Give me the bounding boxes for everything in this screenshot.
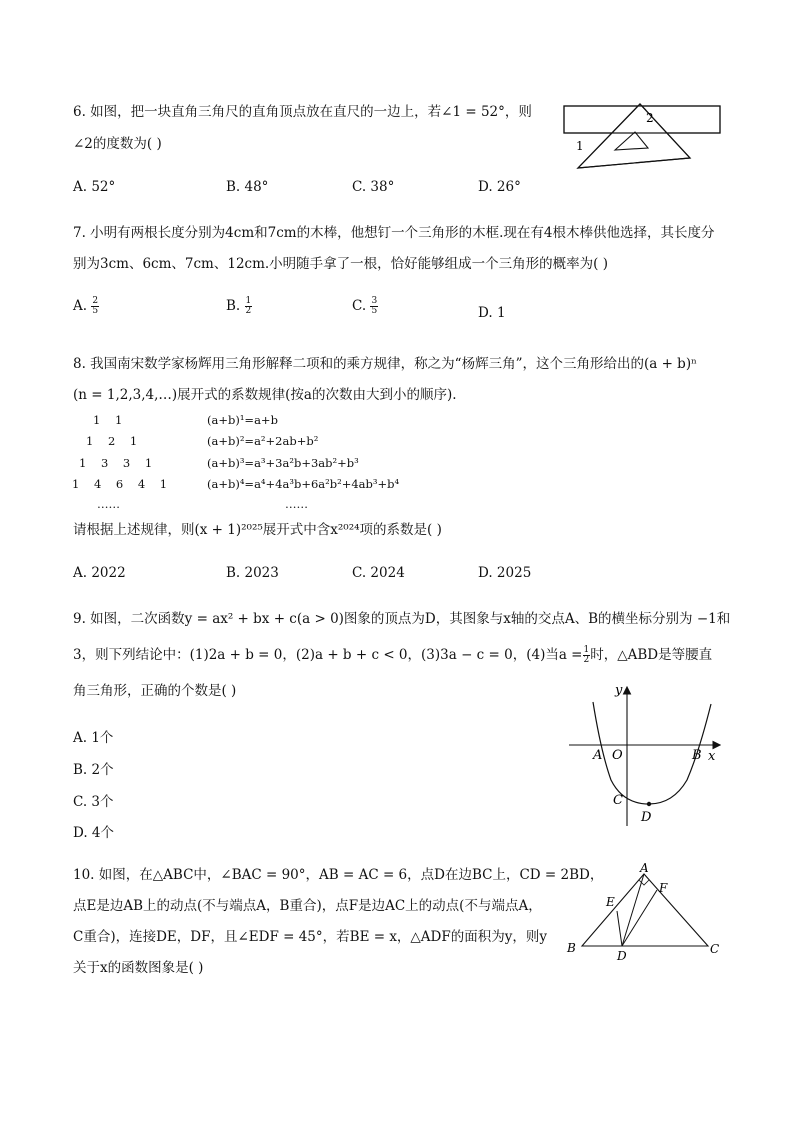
label-D: D xyxy=(641,810,652,825)
segment-ad xyxy=(622,874,644,946)
label-B: B xyxy=(567,941,576,955)
q10-line1: 10. 如图，在△ABC中，∠BAC = 90°，AB = AC = 6，点D在边BC上，CD = 2BD， xyxy=(73,867,604,883)
label-F: F xyxy=(659,881,668,895)
q7-line2: 别为3cm、6cm、7cm、12cm.小明随手拿了一根，恰好能够组成一个三角形的概率为( ) xyxy=(73,256,609,272)
q10-line4: 关于x的函数图象是( ) xyxy=(73,960,204,976)
q6-option-d[interactable]: D. 26° xyxy=(478,179,521,195)
fraction: $\frac{2}{5}$ xyxy=(92,296,99,316)
q8-option-d[interactable]: D. 2025 xyxy=(478,565,532,581)
label-B: B xyxy=(692,748,702,763)
q9-option-c[interactable]: C. 3个 xyxy=(73,794,114,810)
expansion-5: …… xyxy=(285,497,308,511)
expansion-1: (a+b)¹=a+b xyxy=(207,413,278,427)
label-D: D xyxy=(617,949,627,963)
q8-line1: 8. 我国南宋数学家杨辉用三角形解释二项和的乘方规律，称之为“杨辉三角”，这个三角形给出的(a + b)ⁿ xyxy=(73,356,697,372)
q7-line1: 7. 小明有两根长度分别为4cm和7cm的木棒，他想钉一个三角形的木框.现在有4根木棒供他选择，其长度分 xyxy=(73,225,715,241)
q7-option-d[interactable]: D. 1 xyxy=(478,305,506,321)
q8-option-b[interactable]: B. 2023 xyxy=(226,565,279,581)
expansion-3: (a+b)³=a³+3a²b+3ab²+b³ xyxy=(207,456,359,470)
q9-parabola-figure xyxy=(563,680,728,830)
q8-line2: (n = 1,2,3,4,…)展开式的系数规律(按a的次数由大到小的顺序). xyxy=(73,387,457,403)
fraction: $\frac{3}{5}$ xyxy=(371,296,378,316)
expansion-2: (a+b)²=a²+2ab+b² xyxy=(207,434,319,448)
segment-de xyxy=(617,911,622,946)
label-A: A xyxy=(593,748,603,763)
label-E: E xyxy=(606,895,615,909)
expansion-4: (a+b)⁴=a⁴+4a³b+6a²b²+4ab³+b⁴ xyxy=(207,477,400,491)
angle-1-label: 1 xyxy=(576,139,584,153)
q6-option-a[interactable]: A. 52° xyxy=(73,179,116,195)
q7-option-b[interactable]: B. $\frac{1}{2}$ xyxy=(226,296,252,316)
yanghui-row-5: …… xyxy=(97,497,120,511)
label-O: O xyxy=(612,748,623,763)
q6-option-c[interactable]: C. 38° xyxy=(352,179,395,195)
q8-option-a[interactable]: A. 2022 xyxy=(73,565,126,581)
label-C: C xyxy=(613,793,623,808)
q10-line2: 点E是边AB上的动点(不与端点A，B重合)，点F是边AC上的动点(不与端点A， xyxy=(73,898,542,914)
q6-figure xyxy=(560,100,725,175)
q7-option-a[interactable]: A. $\frac{2}{5}$ xyxy=(73,296,99,316)
q9-option-a[interactable]: A. 1个 xyxy=(73,730,114,746)
segment-df xyxy=(622,890,657,946)
q6-line2: ∠2的度数为( ) xyxy=(73,136,162,152)
label-C: C xyxy=(710,942,720,956)
q10-triangle-figure xyxy=(562,860,732,965)
set-square-outer xyxy=(578,104,690,168)
yanghui-row-2: 1 2 1 xyxy=(86,434,138,448)
vertex-point xyxy=(647,802,651,806)
q6-option-b[interactable]: B. 48° xyxy=(226,179,269,195)
yanghui-row-1: 1 1 xyxy=(93,413,123,427)
label-x: x xyxy=(708,749,716,764)
q9-line2: 3，则下列结论中：(1)2a + b = 0，(2)a + b + c < 0，(3)3a − c = 0，(4)当a = $\frac{1}{2}$ 时，△ABD是等腰直 xyxy=(73,645,713,665)
q9-option-b[interactable]: B. 2个 xyxy=(73,762,114,778)
yanghui-row-3: 1 3 3 1 xyxy=(79,456,153,470)
fraction: $\frac{1}{2}$ xyxy=(583,645,590,665)
q9-line3: 角三角形，正确的个数是( ) xyxy=(73,683,237,699)
yanghui-row-4: 1 4 6 4 1 xyxy=(72,477,168,491)
label-y: y xyxy=(615,683,623,698)
q9-line1: 9. 如图，二次函数y = ax² + bx + c(a > 0)图象的顶点为D，其图象与x轴的交点A、B的横坐标分别为 −1和 xyxy=(73,611,731,627)
angle-2-label: 2 xyxy=(646,111,654,125)
fraction: $\frac{1}{2}$ xyxy=(245,296,252,316)
q8-option-c[interactable]: C. 2024 xyxy=(352,565,405,581)
q6-line1: 6. 如图，把一块直角三角尺的直角顶点放在直尺的一边上，若∠1 = 52°，则 xyxy=(73,104,532,120)
label-A: A xyxy=(640,861,649,875)
q8-line3: 请根据上述规律，则(x + 1)²⁰²⁵展开式中含x²⁰²⁴项的系数是( ) xyxy=(73,522,442,538)
q7-option-c[interactable]: C. $\frac{3}{5}$ xyxy=(352,296,378,316)
q10-line3: C重合)，连接DE，DF，且∠EDF = 45°，若BE = x，△ADF的面积为y，则y xyxy=(73,929,548,945)
q9-option-d[interactable]: D. 4个 xyxy=(73,825,115,841)
